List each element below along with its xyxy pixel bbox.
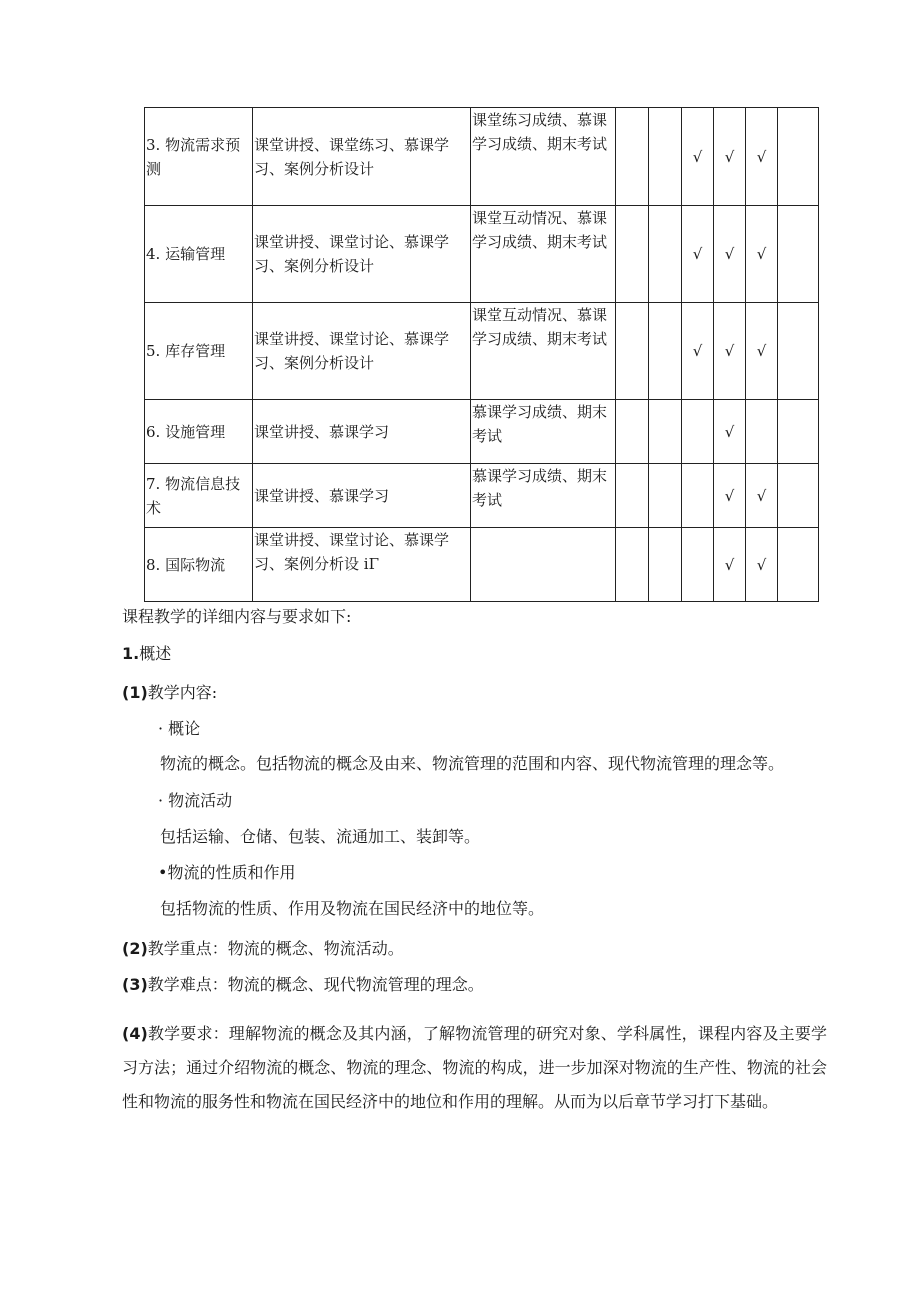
requirements-text: 教学要求：理解物流的概念及其内涵，了解物流管理的研究对象、学科属性，课程内容及主要学习方法；通过介绍物流的概念、物流的理念、物流的构成，进一步加深对物流的生产性、物流的社会性和物流的服务性和物流在国民经济中的地位和作用的理解。从而为以后章节学习打下基础。: [122, 1024, 827, 1111]
topic-cell: 6. 设施管理: [145, 400, 253, 464]
check-cell: √: [746, 528, 778, 602]
table-row: [145, 303, 819, 400]
assessment-cell: 慕课学习成绩、期末考试: [471, 464, 616, 528]
check-cell: √: [746, 206, 778, 303]
methods-cell: 课堂讲授、课堂练习、慕课学习、案例分析设计: [253, 108, 471, 206]
section-title: 概述: [139, 644, 172, 663]
table-row: [145, 464, 819, 528]
methods-cell: 课堂讲授、课堂讨论、慕课学习、案例分析设计: [253, 303, 471, 400]
bullet-text: 包括物流的性质、作用及物流在国民经济中的地位等。: [160, 899, 545, 918]
assessment-cell: 课堂互动情况、慕课学习成绩、期末考试: [471, 303, 616, 400]
bullet-text: 物流的概念。包括物流的概念及由来、物流管理的范围和内容、现代物流管理的理念等。: [160, 754, 785, 773]
bullet-text: 包括运输、仓储、包装、流通加工、装卸等。: [160, 827, 481, 846]
check-cell: √: [714, 303, 746, 400]
check-cell: [682, 528, 714, 602]
requirements: [122, 1017, 827, 1119]
bullet-title: · 物流活动: [158, 791, 233, 810]
topic-cell: 3. 物流需求预测: [145, 108, 253, 206]
check-cell: √: [714, 206, 746, 303]
table-row: [145, 528, 819, 602]
course-table: [144, 107, 819, 602]
check-cell: [616, 108, 649, 206]
check-cell: √: [714, 400, 746, 464]
check-cell: [778, 400, 819, 464]
check-cell: [616, 400, 649, 464]
difficulties-text: 教学难点：物流的概念、现代物流管理的理念。: [147, 975, 484, 994]
assessment-cell: 慕课学习成绩、期末考试: [471, 400, 616, 464]
check-cell: [616, 528, 649, 602]
check-cell: [649, 206, 682, 303]
item-number: (2): [122, 939, 148, 958]
check-cell: [649, 400, 682, 464]
item-label: 教学内容:: [147, 683, 218, 702]
check-cell: √: [746, 464, 778, 528]
check-cell: [616, 303, 649, 400]
difficulties: [122, 972, 484, 995]
key-points-text: 教学重点：物流的概念、物流活动。: [147, 939, 404, 958]
topic-cell: 4. 运输管理: [145, 206, 253, 303]
check-cell: √: [746, 108, 778, 206]
check-cell: [616, 464, 649, 528]
teaching-content-heading: [122, 680, 217, 703]
bullet-title: · 概论: [158, 719, 201, 738]
check-cell: [778, 528, 819, 602]
check-cell: √: [682, 303, 714, 400]
check-cell: √: [714, 108, 746, 206]
bullet-title: •物流的性质和作用: [158, 863, 296, 882]
methods-cell: 课堂讲授、课堂讨论、慕课学习、案例分析设 iΓ: [253, 528, 471, 602]
methods-cell: 课堂讲授、课堂讨论、慕课学习、案例分析设计: [253, 206, 471, 303]
intro-text: 课程教学的详细内容与要求如下:: [122, 607, 352, 626]
assessment-cell: 课堂练习成绩、慕课学习成绩、期末考试: [471, 108, 616, 206]
check-cell: √: [682, 206, 714, 303]
check-cell: [682, 400, 714, 464]
key-points: [122, 936, 404, 959]
table-row: [145, 206, 819, 303]
topic-cell: 7. 物流信息技术: [145, 464, 253, 528]
check-cell: [778, 108, 819, 206]
check-cell: [616, 206, 649, 303]
table-row: [145, 108, 819, 206]
topic-cell: 5. 库存管理: [145, 303, 253, 400]
check-cell: √: [682, 108, 714, 206]
item-number: (4): [122, 1024, 148, 1043]
check-cell: [649, 528, 682, 602]
check-cell: [778, 303, 819, 400]
check-cell: [778, 206, 819, 303]
check-cell: √: [714, 464, 746, 528]
check-cell: [778, 464, 819, 528]
check-cell: [649, 464, 682, 528]
check-cell: [682, 464, 714, 528]
check-cell: [746, 400, 778, 464]
assessment-cell: 课堂互动情况、慕课学习成绩、期末考试: [471, 206, 616, 303]
section-number: 1.: [122, 644, 140, 663]
check-cell: √: [746, 303, 778, 400]
methods-cell: 课堂讲授、慕课学习: [253, 400, 471, 464]
check-cell: √: [714, 528, 746, 602]
methods-cell: 课堂讲授、慕课学习: [253, 464, 471, 528]
topic-cell: 8. 国际物流: [145, 528, 253, 602]
section-heading: [122, 641, 171, 664]
item-number: (1): [122, 683, 148, 702]
check-cell: [649, 303, 682, 400]
table-row: [145, 400, 819, 464]
check-cell: [649, 108, 682, 206]
assessment-cell: [471, 528, 616, 602]
item-number: (3): [122, 975, 148, 994]
